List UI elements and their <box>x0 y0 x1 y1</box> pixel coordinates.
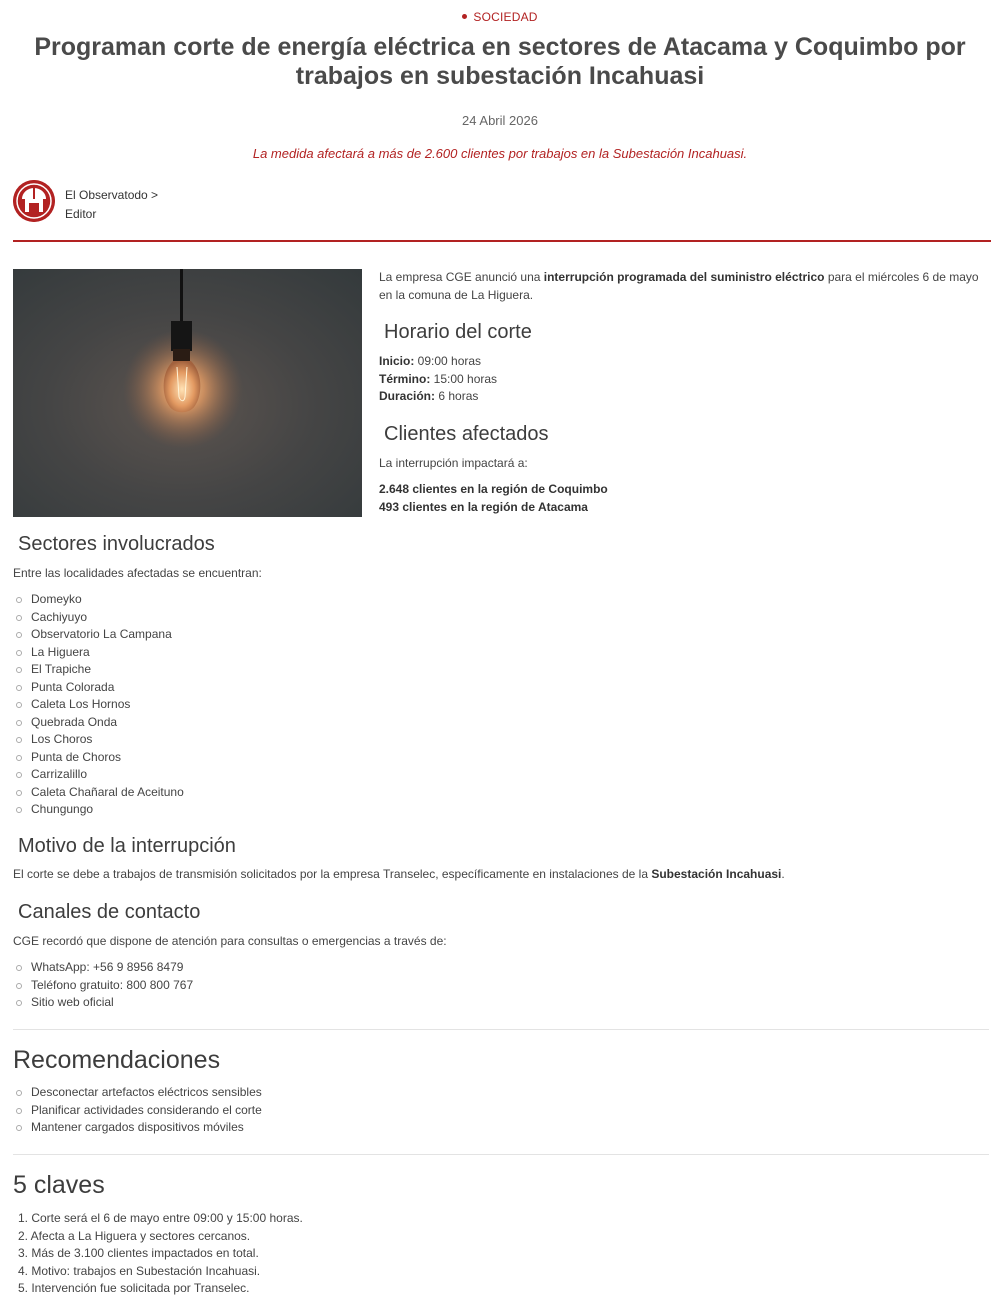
list-item: Chungungo <box>13 801 184 819</box>
intro-text-post: para el miércoles 6 de mayo en la comuna de La Higuera. <box>379 270 979 302</box>
sectores-intro: Entre las localidades afectadas se encuentran: <box>13 566 262 580</box>
inicio-value: 09:00 horas <box>414 354 482 368</box>
observatory-avatar-icon <box>13 180 55 222</box>
category-label: SOCIEDAD <box>473 10 538 24</box>
article-title: Programan corte de energía eléctrica en sectores de Atacama y Coquimbo por trabajos en subestación Incahuasi <box>34 33 966 90</box>
sectores-list <box>13 591 184 819</box>
list-item: Sitio web oficial <box>13 994 193 1012</box>
horario-heading: Horario del corte <box>384 321 532 343</box>
contacto-list <box>13 959 193 1012</box>
horario-termino <box>379 371 989 389</box>
contacto-heading: Canales de contacto <box>18 901 201 923</box>
clientes-coquimbo: 2.648 clientes en la región de Coquimbo <box>379 482 608 496</box>
duracion-value: 6 horas <box>435 389 479 403</box>
section-divider <box>13 1029 989 1030</box>
article-lead: La medida afectará a más de 2.600 clientes por trabajos en la Subestación Incahuasi. <box>252 146 748 161</box>
recomendaciones-list <box>13 1084 262 1137</box>
list-item: 5. Intervención fue solicitada por Transelec. <box>18 1281 250 1295</box>
clientes-atacama: 493 clientes en la región de Atacama <box>379 499 588 514</box>
list-item: Planificar actividades considerando el corte <box>13 1102 262 1120</box>
termino-label: Término: <box>379 371 431 386</box>
recomendaciones-heading: Recomendaciones <box>13 1046 221 1074</box>
list-item: WhatsApp: +56 9 8956 8479 <box>13 959 193 977</box>
claves-list <box>13 1210 303 1298</box>
contacto-intro: CGE recordó que dispone de atención para consultas o emergencias a través de: <box>13 934 447 948</box>
motivo-text-post: . <box>781 867 785 881</box>
category-tag[interactable] <box>0 10 1000 24</box>
list-item: Quebrada Onda <box>13 714 184 732</box>
list-item: Caleta Chañaral de Aceituno <box>13 784 184 802</box>
motivo-text-pre: El corte se debe a trabajos de transmisión solicitados por la empresa Transelec, específicamente en instalaciones de la <box>13 867 652 881</box>
motivo-paragraph <box>13 866 989 884</box>
bullet-dot-icon <box>462 14 467 19</box>
list-item: Punta Colorada <box>13 679 184 697</box>
list-item: 1. Corte será el 6 de mayo entre 09:00 y 15:00 horas. <box>18 1211 303 1225</box>
section-divider <box>13 1154 989 1155</box>
list-item: Teléfono gratuito: 800 800 767 <box>13 977 193 995</box>
list-item: Los Choros <box>13 731 184 749</box>
intro-text-pre: La empresa CGE anunció una <box>379 270 544 284</box>
claves-heading: 5 claves <box>13 1171 105 1199</box>
intro-paragraph <box>379 269 989 304</box>
horario-inicio <box>379 353 989 371</box>
list-item: 4. Motivo: trabajos en Subestación Incahuasi. <box>18 1263 261 1278</box>
list-item: Mantener cargados dispositivos móviles <box>13 1119 262 1137</box>
lightbulb-photo <box>13 269 362 517</box>
list-item: Carrizalillo <box>13 766 184 784</box>
horario-details <box>379 353 989 406</box>
intro-text-bold: interrupción programada del suministro eléctrico <box>543 270 825 284</box>
list-item: Domeyko <box>13 591 184 609</box>
list-item: Observatorio La Campana <box>13 626 184 644</box>
list-item: Caleta Los Hornos <box>13 696 184 714</box>
list-item: El Trapiche <box>13 661 184 679</box>
duracion-label: Duración: <box>379 389 436 403</box>
list-item: Cachiyuyo <box>13 609 184 627</box>
sectores-heading: Sectores involucrados <box>18 533 215 555</box>
clientes-heading: Clientes afectados <box>384 423 549 445</box>
divider <box>13 240 991 242</box>
clientes-list <box>379 481 989 516</box>
list-item: 2. Afecta a La Higuera y sectores cercanos. <box>18 1228 251 1243</box>
list-item: La Higuera <box>13 644 184 662</box>
list-item: 3. Más de 3.100 clientes impactados en total. <box>18 1246 259 1260</box>
list-item: Desconectar artefactos eléctricos sensibles <box>13 1084 262 1102</box>
publish-date: 24 Abril 2026 <box>462 113 538 128</box>
author-role: Editor <box>65 207 97 221</box>
termino-value: 15:00 horas <box>430 371 498 386</box>
horario-duracion <box>379 388 989 406</box>
motivo-text-bold: Subestación Incahuasi <box>651 867 782 881</box>
author-name[interactable]: El Observatodo > <box>65 188 159 202</box>
motivo-heading: Motivo de la interrupción <box>18 835 236 857</box>
clientes-intro: La interrupción impactará a: <box>379 456 528 470</box>
list-item: Punta de Choros <box>13 749 184 767</box>
inicio-label: Inicio: <box>379 354 415 368</box>
